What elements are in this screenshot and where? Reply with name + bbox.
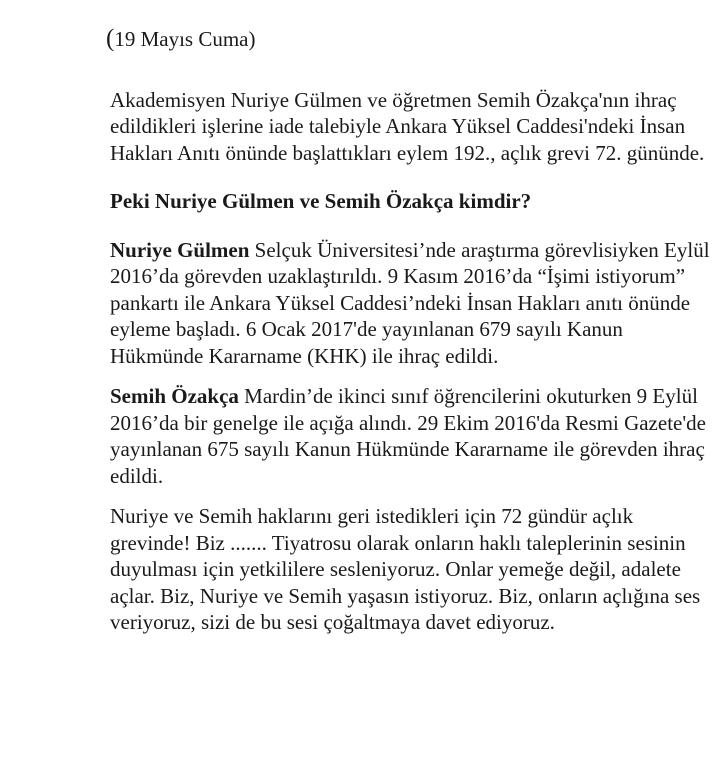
bio-nuriye-name: Nuriye Gülmen xyxy=(110,237,250,262)
date-text: 19 Mayıs Cuma) xyxy=(114,27,256,51)
closing-paragraph: Nuriye ve Semih haklarını geri istedikleri için 72 gündür açlık grevinde! Biz ....... Tiyatrosu olarak onların haklı taleplerinin sesinin duyulması için yetkililere sesleniyoruz. Onlar yemeğe değil, adalete açlar. Biz, Nuriye ve Semih yaşasın istiyoruz. Biz, onların açlığına ses veriyoruz, sizi de bu sesi çoğaltmaya davet ediyoruz. xyxy=(110,504,701,634)
section-heading: Peki Nuriye Gülmen ve Semih Özakça kimdir? xyxy=(110,189,532,213)
bio-semih-text: Mardin’de ikinci sınıf öğrencilerini okuturken 9 Eylül 2016’da bir genelge ile açığa alındı. 29 Ekim 2016'da Resmi Gazete'de yayınlanan 675 sayılı Kanun Hükmünde Kararname ile görevden ihraç edildi. xyxy=(110,384,706,488)
date-open-paren: ( xyxy=(106,25,115,52)
bio-semih-paragraph xyxy=(110,383,710,489)
bio-semih-name: Semih Özakça xyxy=(110,384,239,408)
bio-nuriye-paragraph xyxy=(110,237,710,370)
document-page xyxy=(106,25,710,636)
date-line xyxy=(106,26,710,53)
intro-paragraph: Akademisyen Nuriye Gülmen ve öğretmen Semih Özakça'nın ihraç edildikleri işlerine iade talebiyle Ankara Yüksel Caddesi'ndeki İnsan Hakları Anıtı önünde başlattıkları eylem 192., açlık grevi 72. gününde. xyxy=(110,87,705,165)
bio-nuriye-text: Selçuk Üniversitesi’nde araştırma görevlisiyken Eylül 2016’da görevden uzaklaştırıldı. 9 Kasım 2016’da “İşimi istiyorum” pankartı ile Ankara Yüksel Caddesi’ndeki İnsan Hakları anıtı önünde eyleme başladı. 6 Ocak 2017'de yayınlanan 679 sayılı Kanun Hükmünde Kararname (KHK) ile ihraç edildi. xyxy=(110,237,710,368)
